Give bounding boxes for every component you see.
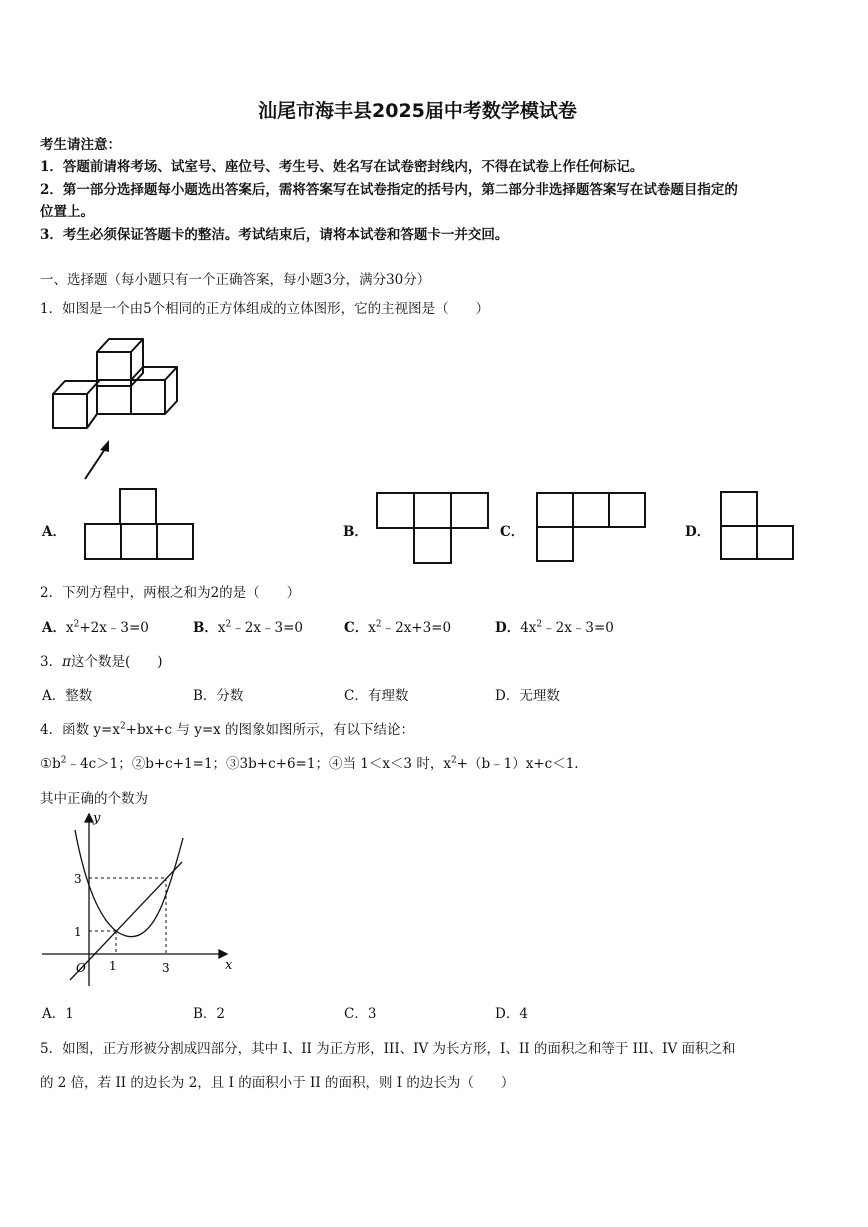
question-4-prompt: 其中正确的个数为 — [40, 791, 148, 807]
q1-option-b-figure[interactable] — [376, 492, 489, 564]
x-tick-1: 1 — [109, 959, 117, 973]
q2-option-d[interactable]: D．$4x^2﹣2x﹣3=0$ — [495, 619, 614, 636]
q4-function-graph — [38, 810, 238, 990]
q4-option-d[interactable]: D．4 — [495, 1006, 528, 1022]
question-1-stem: 1．如图是一个由5个相同的正方体组成的立体图形，它的主视图是（ ） — [40, 301, 490, 317]
y-tick-3: 3 — [74, 872, 82, 886]
notice-item-1: 1．答题前请将考场、试室号、座位号、考生号、姓名写在试卷密封线内，不得在试卷上作任何标记。 — [40, 159, 644, 175]
q4-option-b[interactable]: B．2 — [193, 1006, 226, 1022]
q1-option-a-label[interactable]: A． — [42, 524, 66, 540]
notice-item-3: 3．考生必须保证答题卡的整洁。考试结束后，请将本试卷和答题卡一并交回。 — [40, 227, 509, 243]
q4-option-c[interactable]: C．3 — [344, 1006, 377, 1022]
q1-option-c-label[interactable]: C． — [500, 524, 525, 540]
page-title: 汕尾市海丰县2025届中考数学模试卷 — [258, 100, 577, 122]
q3-option-d[interactable]: D．无理数 — [495, 688, 560, 704]
q1-option-a-figure[interactable] — [84, 488, 196, 561]
y-tick-1: 1 — [74, 925, 82, 939]
q1-option-c-figure[interactable] — [536, 492, 648, 563]
question-5-line-2: 的 2 倍，若 II 的边长为 2，且 I 的面积小于 II 的面积，则 I 的边长为（ ） — [40, 1075, 515, 1091]
notice-item-2: 2．第一部分选择题每小题选出答案后，需将答案写在试卷指定的括号内，第二部分非选择题答案写在试卷题目指定的 — [40, 182, 738, 198]
x-axis-label: x — [225, 958, 233, 973]
q3-option-c[interactable]: C．有理数 — [344, 688, 409, 704]
section-heading: 一、选择题（每小题只有一个正确答案，每小题3分，满分30分） — [40, 272, 431, 288]
question-4-conclusions: $①b^2﹣4c>1$；②b+c+1=1；③3b+c+6=1；④当 1＜x＜3 时，$x^2+(b﹣1)x+c<1$. — [40, 755, 579, 772]
q1-option-d-figure[interactable] — [720, 491, 796, 561]
q4-option-a[interactable]: A．1 — [42, 1006, 74, 1022]
notice-item-2-cont: 位置上。 — [40, 204, 94, 220]
q1-option-d-label[interactable]: D． — [685, 524, 711, 540]
q2-option-c[interactable]: C．$x^2﹣2x+3=0$ — [344, 619, 452, 636]
q2-option-a[interactable]: A．$x^2+2x﹣3=0$ — [42, 619, 149, 636]
origin-label: O — [76, 961, 86, 975]
notice-heading: 考生请注意： — [40, 137, 121, 153]
x-tick-3: 3 — [162, 961, 170, 975]
q1-solid-figure — [40, 325, 190, 490]
q2-option-b[interactable]: B．$x^2﹣2x﹣3=0$ — [193, 619, 303, 636]
question-4-stem: 4．函数 $y=x^2+bx+c$ 与 y=x 的图象如图所示，有以下结论： — [40, 721, 415, 738]
question-5-line-1: 5．如图，正方形被分割成四部分，其中 I、II 为正方形，III、IV 为长方形，I、II 的面积之和等于 III、IV 面积之和 — [40, 1041, 736, 1057]
q3-option-b[interactable]: B．分数 — [193, 688, 244, 704]
y-axis-label: y — [93, 811, 101, 826]
question-2-stem: 2．下列方程中，两根之和为2的是（ ） — [40, 585, 301, 601]
q3-option-a[interactable]: A．整数 — [42, 688, 93, 704]
question-3-stem: 3．π这个数是( ) — [40, 654, 163, 670]
q1-option-b-label[interactable]: B． — [343, 524, 368, 540]
